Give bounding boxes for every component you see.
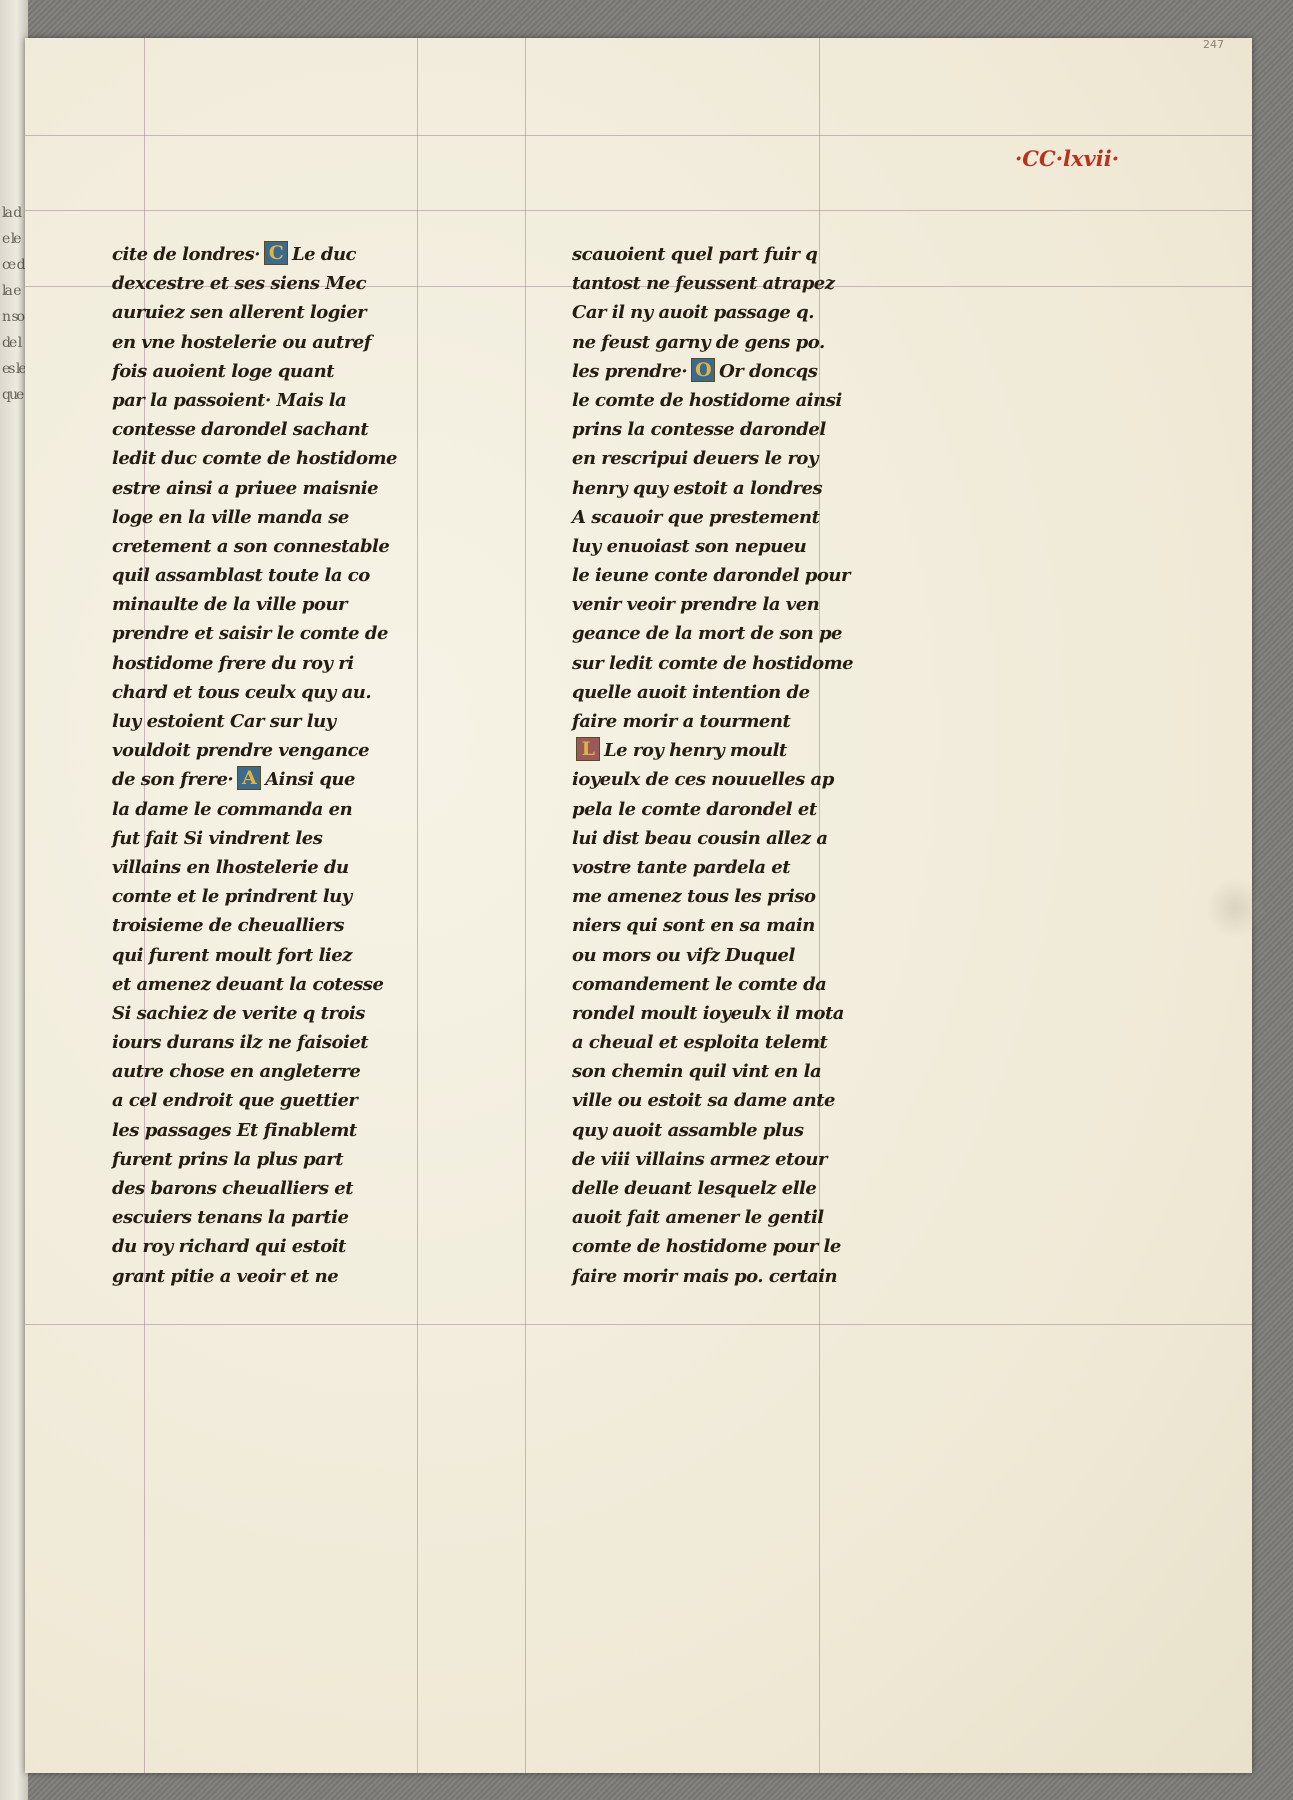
text-line: furent prins la plus part — [112, 1148, 344, 1170]
text-line: villains en lhostelerie du — [112, 856, 349, 878]
text-line: estre ainsi a priuee maisnie — [112, 477, 379, 499]
text-line: le ieune conte darondel pour — [572, 565, 850, 587]
text-line: tantost ne feussent atrapez — [572, 273, 835, 295]
text-line: auoit fait amener le gentil — [572, 1207, 824, 1229]
text-line-segment: cite de londres· — [112, 244, 260, 265]
folio-number: 247 — [1203, 38, 1224, 51]
text-line — [112, 240, 452, 269]
text-line-segment: Le roy henry moult — [604, 740, 787, 762]
text-line: ne feust garny de gens po. — [572, 331, 825, 353]
text-line: Si sachiez de verite q trois — [112, 1002, 365, 1024]
text-line — [572, 357, 912, 386]
text-line: contesse darondel sachant — [112, 419, 369, 441]
text-line: les passages Et finablemt — [112, 1119, 357, 1141]
text-line-segment: de son frere· — [112, 769, 234, 791]
text-line: cretement a son connestable — [112, 535, 390, 557]
text-line: ioyeulx de ces nouuelles ap — [572, 769, 834, 791]
text-line: iours durans ilz ne faisoiet — [112, 1032, 369, 1054]
text-line — [572, 736, 912, 765]
text-line: auruiez sen allerent logier — [112, 302, 367, 324]
text-line: et amenez deuant la cotesse — [112, 973, 384, 995]
text-column-left — [112, 240, 452, 1291]
text-line: du roy richard qui estoit — [112, 1236, 346, 1258]
ruling-line — [25, 210, 1252, 211]
text-line: autre chose en angleterre — [112, 1061, 361, 1083]
text-line: minaulte de la ville pour — [112, 594, 348, 616]
text-line: henry quy estoit a londres — [572, 477, 823, 499]
text-line: vouldoit prendre vengance — [112, 740, 370, 762]
text-line: luy estoient Car sur luy — [112, 711, 336, 732]
text-line: en rescripui deuers le roy — [572, 448, 818, 470]
text-line: comte de hostidome pour le — [572, 1236, 841, 1258]
text-line: lui dist beau cousin allez a — [572, 827, 828, 849]
ruling-line — [25, 1324, 1252, 1325]
text-line: quelle auoit intention de — [572, 681, 810, 703]
text-line: a cel endroit que guettier — [112, 1090, 358, 1112]
text-line: delle deuant lesquelz elle — [572, 1178, 817, 1199]
text-line: fut fait Si vindrent les — [112, 827, 323, 849]
text-line: Car il ny auoit passage q. — [572, 302, 815, 324]
ruling-line — [525, 38, 526, 1773]
text-line: luy enuoiast son nepueu — [572, 535, 807, 557]
text-line-segment: Le duc — [292, 244, 357, 265]
text-line: ou mors ou vifz Duquel — [572, 944, 795, 966]
previous-page-edge — [0, 0, 28, 1800]
text-line: pela le comte darondel et — [572, 798, 817, 820]
text-line: en vne hostelerie ou autref — [112, 331, 371, 353]
decorated-initial-icon: O — [691, 358, 715, 382]
text-line: loge en la ville manda se — [112, 506, 349, 528]
text-line: scauoient quel part fuir q — [572, 244, 818, 265]
text-line: comte et le prindrent luy — [112, 886, 352, 908]
text-column-right — [572, 240, 912, 1291]
decorated-initial-icon: A — [237, 766, 261, 790]
text-line: de viii villains armez etour — [572, 1148, 827, 1170]
text-line: qui furent moult fort liez — [112, 944, 352, 966]
text-line: comandement le comte da — [572, 973, 827, 995]
text-line: la dame le commanda en — [112, 798, 353, 820]
text-line: me amenez tous les priso — [572, 886, 816, 908]
text-line: escuiers tenans la partie — [112, 1207, 349, 1229]
decorated-initial-icon: C — [264, 241, 288, 265]
text-line-segment: les prendre· — [572, 360, 688, 382]
text-line: prendre et saisir le comte de — [112, 623, 388, 645]
text-line: des barons cheualliers et — [112, 1178, 354, 1199]
running-head: ·CC·lxvii· — [1015, 146, 1120, 171]
text-line: troisieme de cheualliers — [112, 915, 344, 937]
decorated-initial-icon: L — [576, 737, 600, 761]
text-line-segment: Or doncqs — [719, 360, 818, 382]
text-line: dexcestre et ses siens Mec — [112, 273, 367, 295]
text-line: a cheual et esploita telemt — [572, 1032, 828, 1054]
text-line: fois auoient loge quant — [112, 360, 335, 382]
text-line: quil assamblast toute la co — [112, 565, 370, 587]
text-line-segment: Ainsi que — [265, 769, 355, 791]
text-line: vostre tante pardela et — [572, 856, 791, 878]
text-line: le comte de hostidome ainsi — [572, 389, 842, 411]
text-line: son chemin quil vint en la — [572, 1061, 822, 1083]
parchment-stain — [1205, 878, 1265, 938]
text-line: par la passoient· Mais la — [112, 389, 347, 411]
text-line: ledit duc comte de hostidome — [112, 448, 398, 470]
text-line: grant pitie a veoir et ne — [112, 1265, 339, 1287]
text-line: quy auoit assamble plus — [572, 1119, 804, 1141]
text-line — [112, 765, 452, 794]
text-line: ville ou estoit sa dame ante — [572, 1090, 835, 1112]
previous-page-text: la de le ce d la en so de les le que — [2, 205, 25, 403]
text-line: geance de la mort de son pe — [572, 623, 842, 645]
text-line: faire morir a tourment — [572, 711, 791, 732]
ruling-line — [25, 135, 1252, 136]
text-line: sur ledit comte de hostidome — [572, 652, 854, 674]
text-line: faire morir mais po. certain — [572, 1265, 838, 1287]
text-line: hostidome frere du roy ri — [112, 652, 354, 674]
text-line: niers qui sont en sa main — [572, 915, 815, 937]
text-line: chard et tous ceulx quy au. — [112, 681, 372, 703]
text-line: A scauoir que prestement — [572, 506, 820, 528]
text-line: prins la contesse darondel — [572, 419, 826, 441]
text-line: venir veoir prendre la ven — [572, 594, 820, 616]
text-line: rondel moult ioyeulx il mota — [572, 1002, 844, 1024]
